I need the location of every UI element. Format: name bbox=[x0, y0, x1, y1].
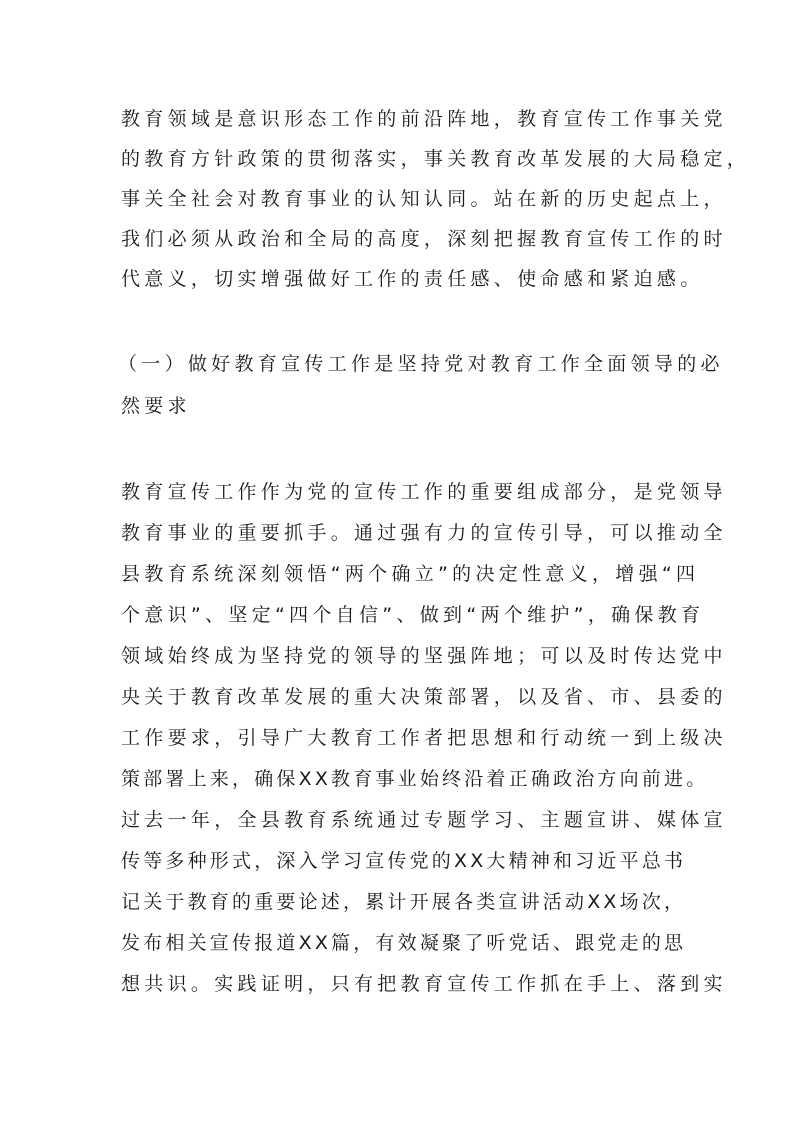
paragraph-2-line-6: 央关于教育改革发展的重大决策部署，以及省、市、县委的 bbox=[121, 686, 727, 708]
paragraph-1-line-5: 代意义，切实增强做好工作的责任感、使命感和紧迫感。 bbox=[121, 268, 704, 290]
paragraph-1-line-2: 的教育方针政策的贯彻落实，事关教育改革发展的大局稳定， bbox=[121, 148, 751, 170]
paragraph-2-line-11: 记关于教育的重要论述，累计开展各类宣讲活动XX场次， bbox=[121, 891, 687, 913]
paragraph-2-line-2: 教育事业的重要抓手。通过强有力的宣传引导，可以推动全 bbox=[121, 522, 727, 544]
section-heading-line-2: 然要求 bbox=[121, 395, 191, 417]
paragraph-2-line-10: 传等多种形式，深入学习宣传党的XX大精神和习近平总书 bbox=[121, 850, 687, 872]
paragraph-2-line-5: 领域始终成为坚持党的领导的坚强阵地；可以及时传达党中 bbox=[121, 645, 727, 667]
paragraph-2-line-1: 教育宣传工作作为党的宣传工作的重要组成部分，是党领导 bbox=[121, 481, 727, 503]
paragraph-2-line-9: 过去一年，全县教育系统通过专题学习、主题宣讲、媒体宣 bbox=[121, 809, 727, 831]
paragraph-2-line-13: 想共识。实践证明，只有把教育宣传工作抓在手上、落到实 bbox=[121, 973, 727, 995]
paragraph-2-line-3: 县教育系统深刻领悟“两个确立”的决定性意义，增强“四 bbox=[121, 563, 700, 585]
paragraph-2-line-12: 发布相关宣传报道XX篇，有效凝聚了听党话、跟党走的思 bbox=[121, 932, 687, 954]
paragraph-1-line-4: 我们必须从政治和全局的高度，深刻把握教育宣传工作的时 bbox=[121, 228, 727, 250]
paragraph-1-line-1: 教育领域是意识形态工作的前沿阵地，教育宣传工作事关党 bbox=[121, 108, 727, 130]
paragraph-2-line-7: 工作要求，引导广大教育工作者把思想和行动统一到上级决 bbox=[121, 727, 727, 749]
paragraph-2-line-8: 策部署上来，确保XX教育事业始终沿着正确政治方向前进。 bbox=[121, 768, 709, 790]
paragraph-1-line-3: 事关全社会对教育事业的认知认同。站在新的历史起点上， bbox=[121, 188, 727, 210]
paragraph-2-line-4: 个意识”、坚定“四个自信”、做到“两个维护”，确保教育 bbox=[121, 604, 705, 626]
section-heading-line-1: （一）做好教育宣传工作是坚持党对教育工作全面领导的必 bbox=[118, 353, 724, 375]
